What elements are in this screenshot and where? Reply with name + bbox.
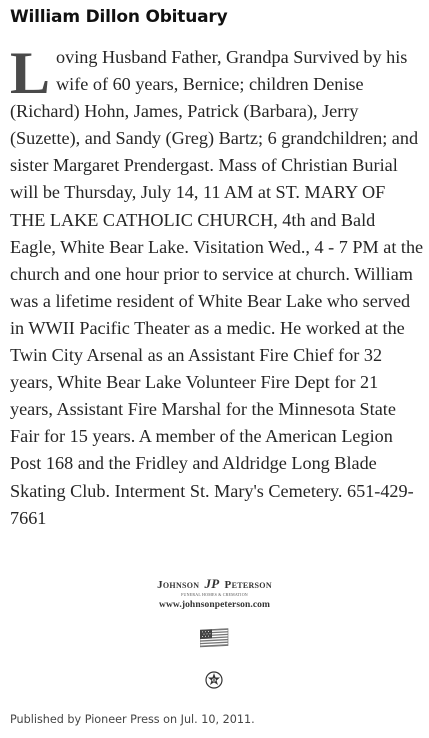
- funeral-home-name-left: Johnson: [157, 579, 200, 591]
- funeral-home-name-right: Peterson: [224, 579, 272, 591]
- funeral-home-monogram: JP: [204, 576, 220, 591]
- drop-cap: L: [10, 40, 51, 106]
- american-flag-icon: [200, 628, 229, 648]
- funeral-home-tagline: FUNERAL HOMES & CREMATION: [181, 592, 248, 597]
- funeral-home-logo: [0, 577, 429, 612]
- obituary-title: William Dillon Obituary: [10, 7, 228, 27]
- obituary-text: oving Husband Father, Grandpa Survived by his wife of 60 years, Bernice; children Denise (Richard) Hohn, James, Patrick (Barbara), Jerry (Suzette), and Sandy (Greg) Bartz; 6 grandchildren; and sister Margaret Prendergast. Mass of Christian Burial will be Thursday, July 14, 11 AM at ST. MARY OF THE LAKE CATHOLIC CHURCH, 4th and Bald Eagle, White Bear Lake. Visitation Wed., 4 - 7 PM at the church and one hour prior to service at church. William was a lifetime resident of White Bear Lake who served in WWII Pacific Theater as a medic. He worked at the Twin City Arsenal as an Assistant Fire Chief for 32 years, White Bear Lake Volunteer Fire Dept for 21 years, Assistant Fire Marshal for the Minnesota State Fair for 15 years. A member of the American Legion Post 168 and the Fridley and Aldridge Long Blade Skating Club. Interment St. Mary's Cemetery. 651-429-7661: [10, 47, 424, 528]
- obituary-body: [10, 40, 424, 532]
- fire-department-emblem-icon: [205, 671, 223, 689]
- funeral-home-url: www.johnsonpeterson.com: [158, 600, 271, 610]
- published-note: Published by Pioneer Press on Jul. 10, 2011.: [10, 713, 255, 726]
- funeral-home-name: [0, 577, 429, 592]
